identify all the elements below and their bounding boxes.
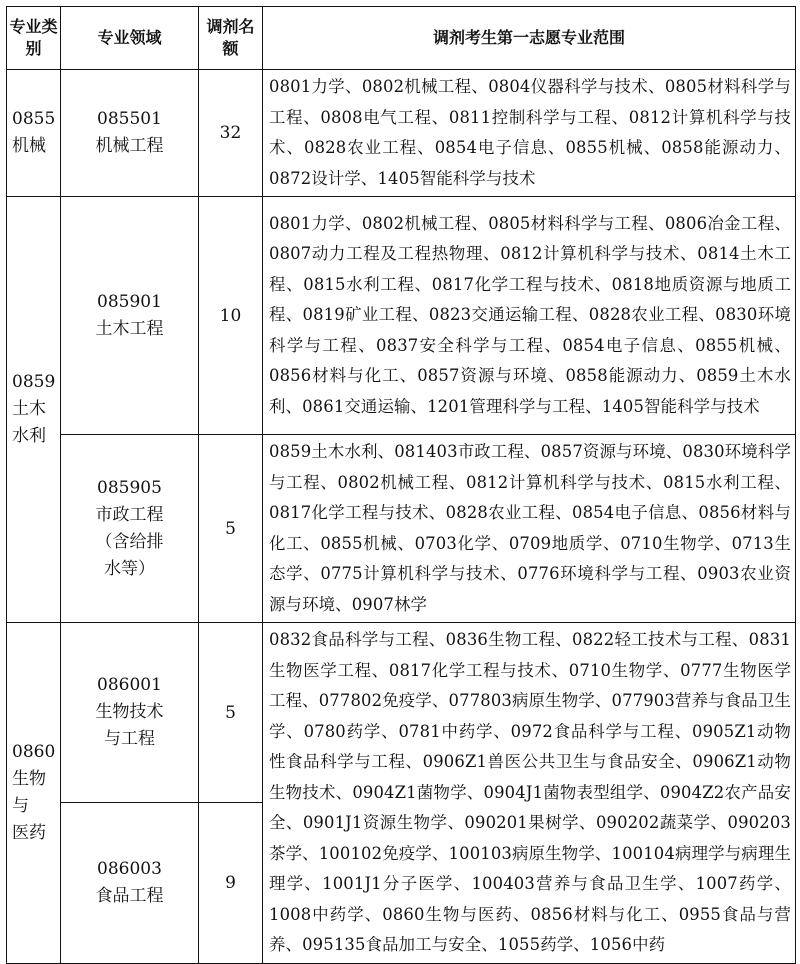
header-field: 专业领域 [61,7,199,70]
quota-cell: 9 [199,803,263,963]
field-code: 086001 [97,675,162,696]
field-code: 085901 [97,291,162,312]
header-row [7,7,796,70]
field-code: 085501 [97,109,162,129]
quota-cell: 5 [199,623,263,803]
category-name: 土木 [12,399,46,419]
adjustment-table [6,6,796,964]
category-cell [7,623,61,964]
field-cell [61,197,199,435]
category-cell [7,70,61,197]
quota-cell: 32 [199,70,263,197]
category-code: 0855 [12,109,56,129]
scope-cell: 0859土木水利、081403市政工程、0857资源与环境、0830环境科学与工程、0802机械工程、0812计算机科学与技术、0815水利工程、0817化学工程与技术、0828农业工程、0854电子信息、0856材料与化工、0855机械、0703化学、0709地质学、0710生物学、0713生态学、0775计算机科学与技术、0776环境科学与工程、0903农业资源与环境、0907林学 [263,435,796,623]
header-quota: 调剂名额 [199,7,263,70]
category-name: 机械 [12,136,46,156]
field-name: 生物技术 [95,702,164,723]
field-note: （含给排 [95,531,164,552]
category-name: 与 [12,795,29,816]
category-code: 0860 [12,741,56,762]
table-row [7,623,796,803]
category-name: 水利 [12,426,46,446]
category-name: 医药 [12,822,46,843]
header-category: 专业类别 [7,7,61,70]
header-scope: 调剂考生第一志愿专业范围 [263,7,796,70]
scope-cell: 0832食品科学与工程、0836生物工程、0822轻工技术与工程、0831生物医学工程、0817化学工程与技术、0710生物学、0777生物医学工程、077802免疫学、077803病原生物学、077903营养与食品卫生学、0780药学、0781中药学、0972食品科学与工程、0905Z1动物性食品科学与工程、0906Z1兽医公共卫生与食品安全、0906Z1动物生物技术、0904Z1菌物学、0904J1菌物表型组学、0904Z2农产品安全、0901J1资源生物学、090201果树学、090202蔬菜学、090203茶学、100102免疫学、100103病原生物学、100104病理学与病理生理学、1001J1分子医学、100403营养与食品卫生学、1007药学、1008中药学、0860生物与医药、0856材料与化工、0955食品与营养、095135食品加工与安全、1055药学、1056中药 [263,623,796,964]
category-code: 0859 [12,372,56,392]
field-cell [61,70,199,197]
field-name: 机械工程 [95,136,164,156]
field-name: 食品工程 [95,885,164,906]
category-cell [7,197,61,623]
field-cell [61,803,199,963]
field-note: 水等） [104,558,155,579]
field-code: 086003 [97,858,162,879]
quota-cell: 5 [199,435,263,623]
field-code: 085905 [97,477,162,498]
category-name: 生物 [12,768,46,789]
table-row [7,435,796,623]
table-row [7,197,796,435]
field-cell [61,435,199,623]
table-row [7,70,796,197]
field-name: 市政工程 [95,504,164,525]
field-name: 土木工程 [95,318,164,339]
field-name: 与工程 [104,729,155,750]
field-cell [61,623,199,803]
quota-cell: 10 [199,197,263,435]
scope-cell: 0801力学、0802机械工程、0805材料科学与工程、0806冶金工程、0807动力工程及工程热物理、0812计算机科学与技术、0814土木工程、0815水利工程、0817化学工程与技术、0818地质资源与地质工程、0819矿业工程、0823交通运输工程、0828农业工程、0830环境科学与工程、0837安全科学与工程、0854电子信息、0855机械、0856材料与化工、0857资源与环境、0858能源动力、0859土木水利、0861交通运输、1201管理科学与工程、1405智能科学与技术 [263,197,796,435]
scope-cell: 0801力学、0802机械工程、0804仪器科学与技术、0805材料科学与工程、0808电气工程、0811控制科学与工程、0812计算机科学与技术、0828农业工程、0854电子信息、0855机械、0858能源动力、0872设计学、1405智能科学与技术 [263,70,796,197]
